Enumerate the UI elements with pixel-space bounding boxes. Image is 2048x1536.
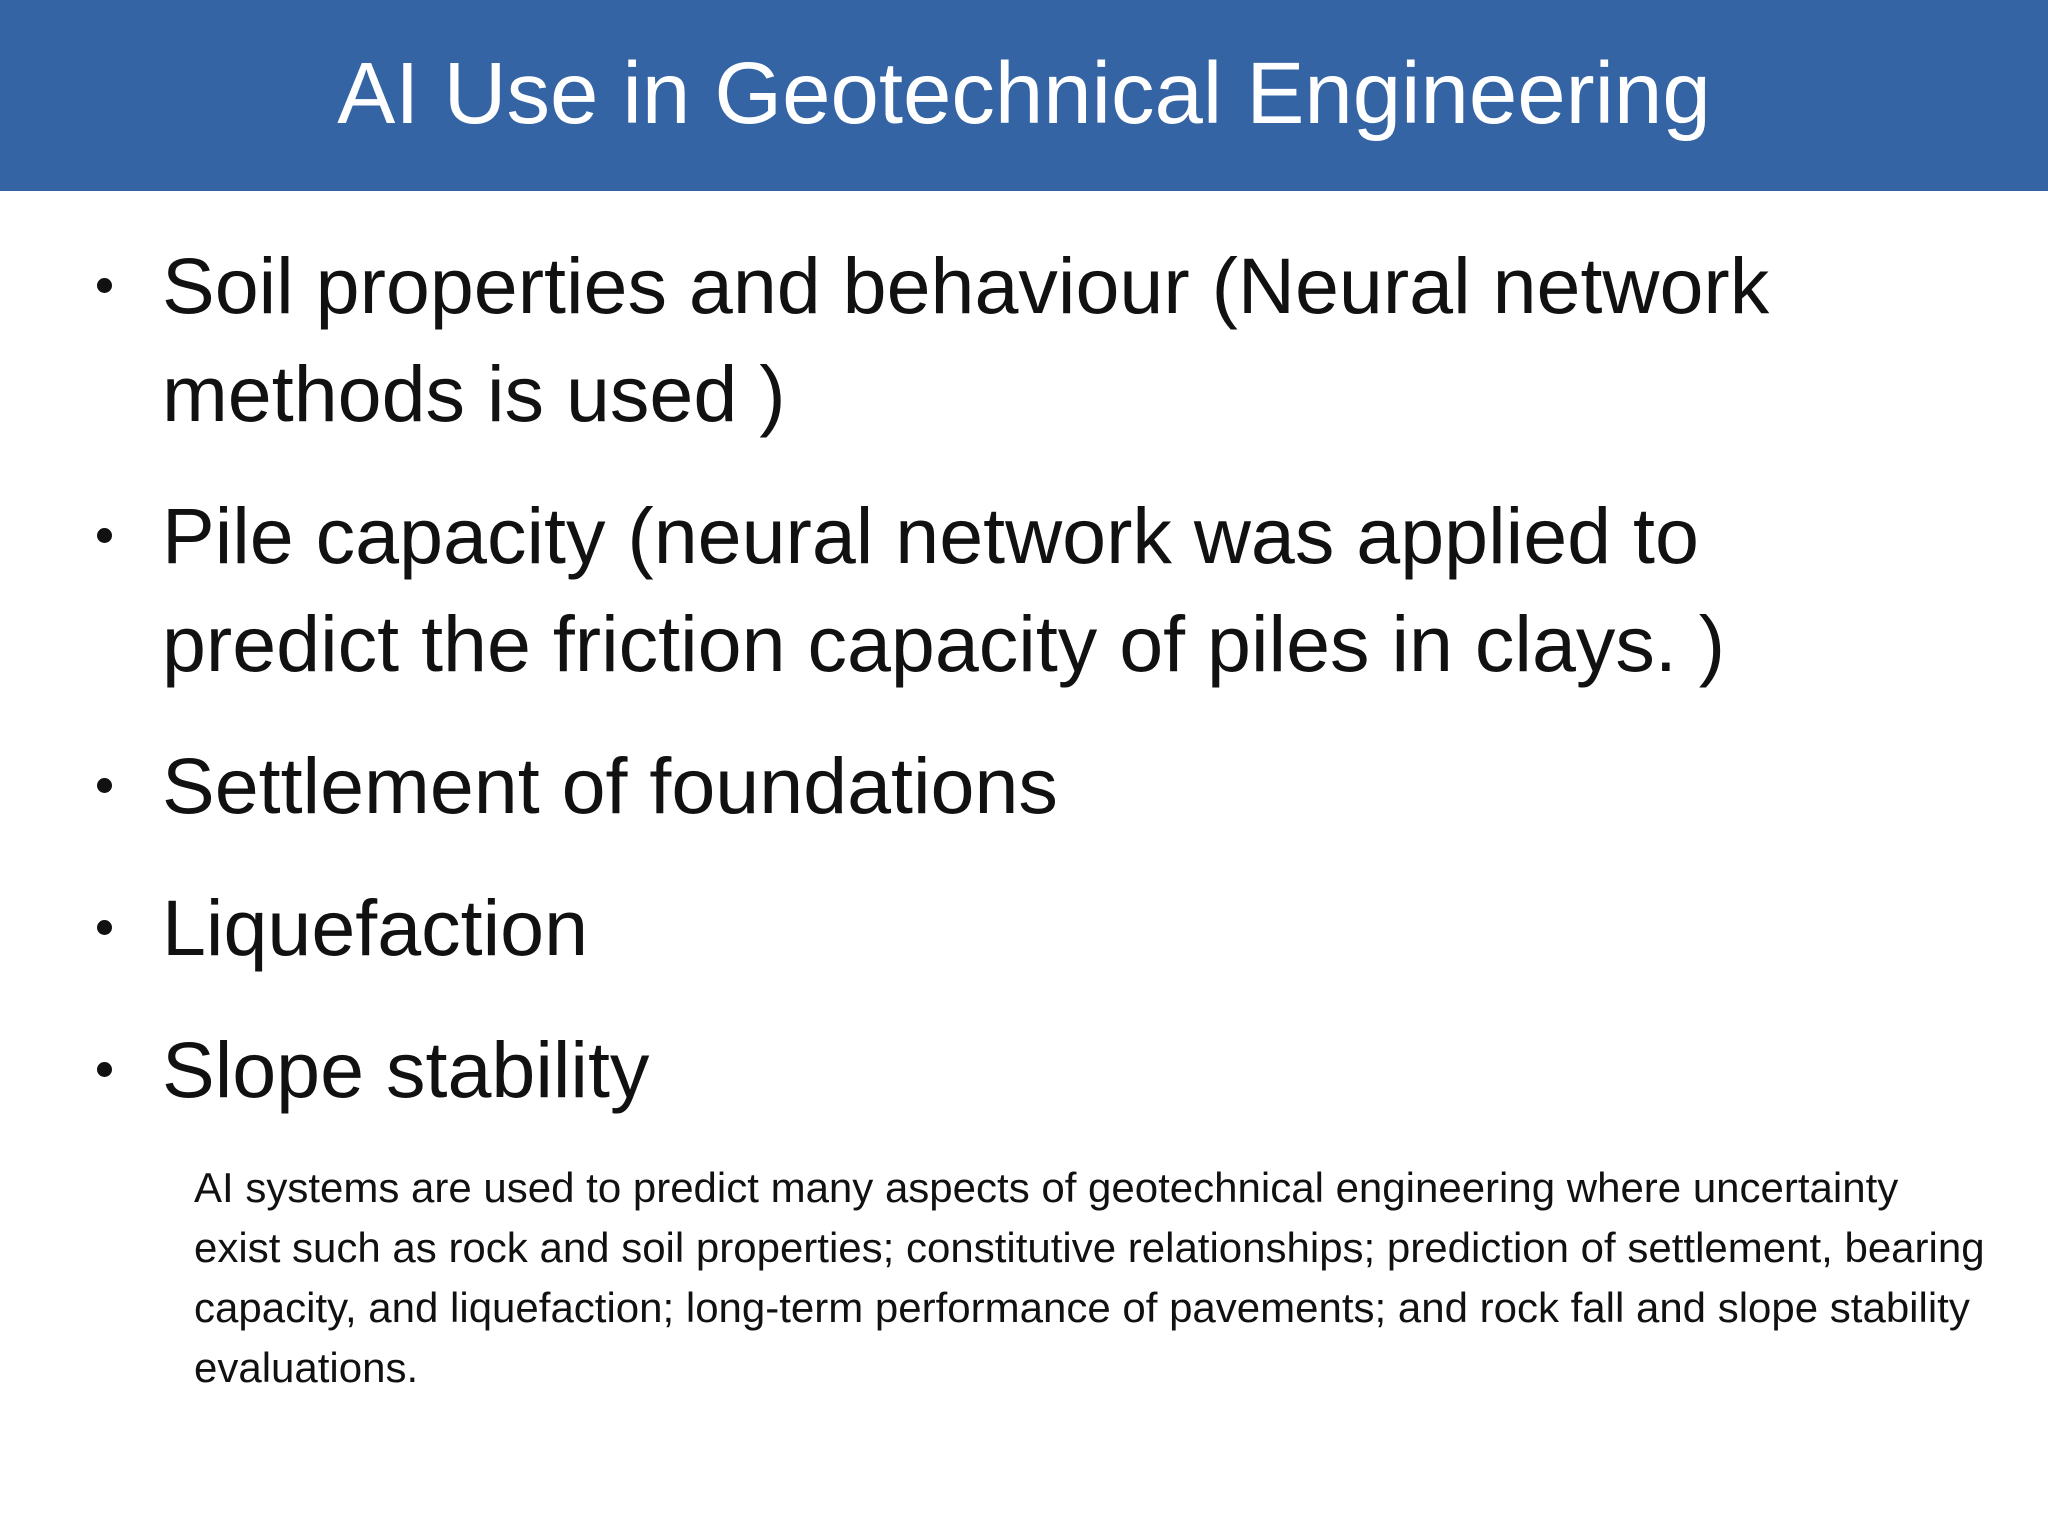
bullet-item-soil-properties	[0, 232, 2048, 448]
bullet-text: Settlement of foundations	[162, 741, 1058, 830]
bullet-dot-icon	[97, 528, 112, 543]
bullet-text: Soil properties and behaviour (Neural network methods is used )	[162, 241, 1770, 438]
title-bar	[0, 0, 2048, 191]
bullet-dot-icon	[97, 278, 112, 293]
bullet-text: Pile capacity (neural network was applied to predict the friction capacity of piles in clays. )	[162, 491, 1726, 688]
bullet-item-settlement	[0, 732, 2048, 840]
slide-note: AI systems are used to predict many aspects of geotechnical engineering where uncertainty exist such as rock and soil properties; constitutive relationships; prediction of settlement, bearing capacity, and liquefaction; long-term performance of pavements; and rock fall and slope stability evaluations.	[194, 1164, 1985, 1391]
bullet-list	[0, 232, 2048, 1158]
bullet-dot-icon	[97, 920, 112, 935]
bullet-item-pile-capacity	[0, 482, 2048, 698]
bullet-text: Slope stability	[162, 1025, 650, 1114]
bullet-text: Liquefaction	[162, 883, 589, 972]
bullet-item-liquefaction	[0, 874, 2048, 982]
slide-title: AI Use in Geotechnical Engineering	[337, 45, 1711, 142]
bullet-item-slope-stability	[0, 1016, 2048, 1124]
bullet-dot-icon	[97, 1062, 112, 1077]
bullet-dot-icon	[97, 778, 112, 793]
